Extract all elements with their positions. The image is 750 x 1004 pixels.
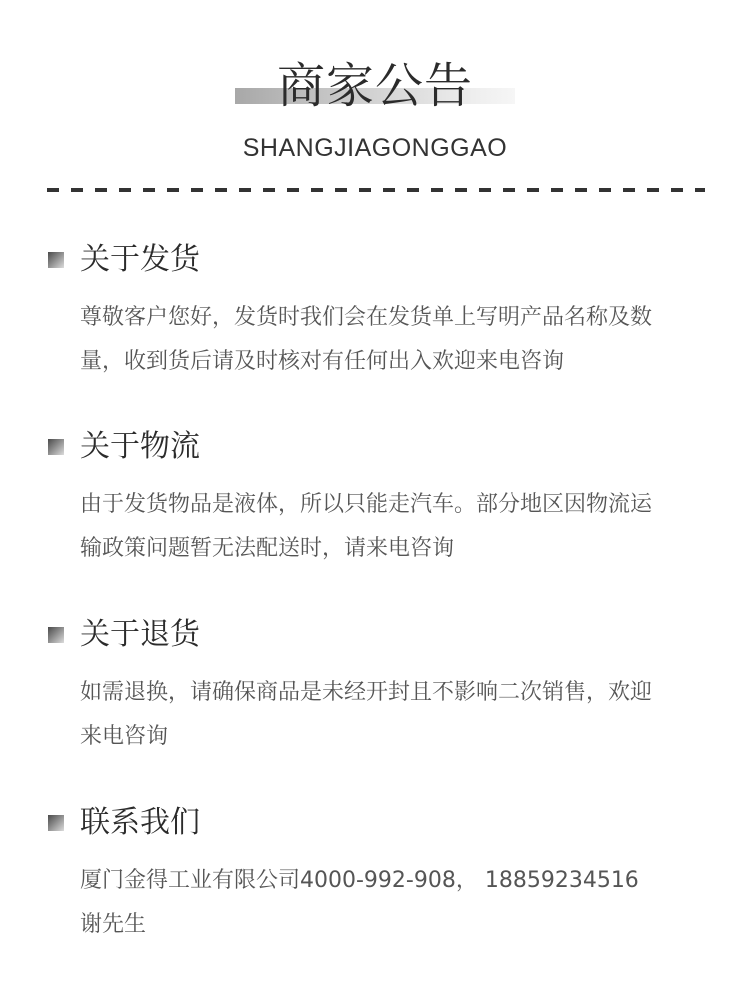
square-bullet-icon bbox=[48, 252, 64, 268]
section-body bbox=[80, 296, 708, 384]
page-title: 商家公告 bbox=[276, 58, 473, 114]
square-bullet-icon bbox=[48, 439, 64, 455]
section-heading bbox=[48, 427, 200, 467]
section-heading bbox=[48, 803, 200, 843]
section-text-line: 尊敬客户您好，发货时我们会在发货单上写明产品名称及数 bbox=[80, 305, 653, 330]
section-heading bbox=[48, 240, 200, 280]
announcement-header bbox=[0, 0, 750, 210]
section-body bbox=[80, 859, 708, 947]
square-bullet-icon bbox=[48, 815, 64, 831]
contact-person-line: 谢先生 bbox=[80, 912, 147, 937]
section-body bbox=[80, 671, 708, 759]
section-text-line: 来电咨询 bbox=[80, 724, 169, 749]
dashed-divider bbox=[47, 188, 705, 192]
section-text-line: 由于发货物品是液体，所以只能走汽车。部分地区因物流运 bbox=[80, 492, 653, 517]
contact-info-line: 厦门金得工业有限公司4000-992-908， 18859234516 bbox=[80, 868, 639, 893]
section-text-line: 量，收到货后请及时核对有任何出入欢迎来电咨询 bbox=[80, 349, 565, 374]
section-title: 关于发货 bbox=[80, 242, 200, 277]
section-text-line: 如需退换，请确保商品是未经开封且不影响二次销售，欢迎 bbox=[80, 680, 653, 705]
section-title: 联系我们 bbox=[80, 805, 200, 840]
section-title: 关于退货 bbox=[80, 617, 200, 652]
section-text-line: 输政策问题暂无法配送时，请来电咨询 bbox=[80, 536, 455, 561]
page-subtitle: SHANGJIAGONGGAO bbox=[242, 134, 508, 162]
title-block bbox=[235, 58, 515, 114]
section-body bbox=[80, 483, 708, 571]
section-heading bbox=[48, 615, 200, 655]
square-bullet-icon bbox=[48, 627, 64, 643]
section-title: 关于物流 bbox=[80, 429, 200, 464]
